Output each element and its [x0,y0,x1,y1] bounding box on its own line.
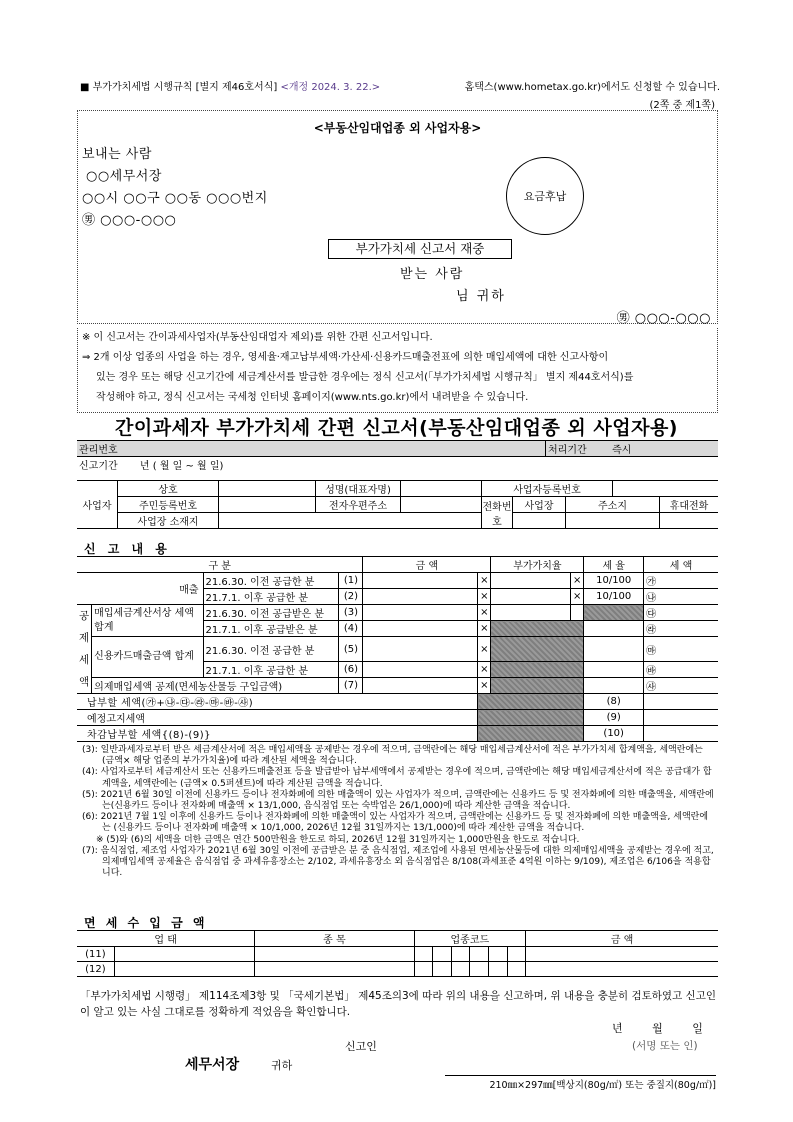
row-8-tax[interactable] [644,694,718,710]
mobile-phone-label: 휴대전화 [660,497,718,513]
email-field[interactable] [401,497,482,513]
exempt-row-11-code-4[interactable] [470,947,489,962]
row-8-shaded [478,694,584,710]
exempt-row-11-item[interactable] [255,947,414,962]
row-9-number: (9) [584,710,644,726]
row-10-shaded [478,726,584,742]
card-before-label: 21.6.30. 이전 공급한 분 [203,637,339,662]
exempt-income-table [77,930,718,977]
exempt-header-type: 업 태 [77,931,255,947]
exempt-row-11-code-5[interactable] [488,947,507,962]
exempt-row-11-amount[interactable] [526,947,718,962]
header-vat-rate: 부가가치율 [491,557,584,573]
net-payable-label: 차감납부할 세액{(8)-(9)} [77,726,478,742]
business-phone-field[interactable] [513,513,566,529]
row-6-mult: × [478,662,491,678]
admin-table [77,440,718,472]
applicant-label: 신고인 [345,1040,377,1053]
filing-period[interactable]: 신고기간 년 ( 월 일 ~ 월 일) [77,457,718,473]
business-label: 사업자 [77,481,118,529]
agri-deduction-label: 의제매입세액 공제(면세농산물등 구입금액) [92,678,339,694]
paper-spec: 210㎜×297㎜[백상지(80g/㎡) 또는 중질지(80g/㎡)] [445,1075,716,1091]
tax-office-honorific: 귀하 [271,1059,293,1072]
row-2-mult: × [478,589,491,605]
row-8-number: (8) [584,694,644,710]
header-amount: 금 액 [363,557,491,573]
page-number: (2쪽 중 제1쪽) [649,100,715,111]
exempt-row-12-code-5[interactable] [488,962,507,977]
exempt-row-12-code-1[interactable] [414,962,433,977]
sender-address: ○○시 ○○구 ○○동 ○○○번지 [82,191,268,206]
row-1-vat-rate[interactable] [491,573,570,589]
date-line[interactable]: 년 월 일 [612,1022,705,1035]
row-2-mult2: × [570,589,583,605]
row-2-number: (2) [339,589,363,605]
footnote-4: (4): 사업자로부터 세금계산서 또는 신용카드매출전표 등을 발급받아 납부세액에서 공제받는 경우에 적으며, 금액란에는 해당 매입세금계산서에 적은 공급대가 합계액을, 세액란에는 (금액× 0.5퍼센트)에 따라 계산된 금액을 적습니다. [82,767,712,789]
prenotice-label: 예정고지세액 [77,710,478,726]
tax-office-title: 세무서장 [185,1057,240,1073]
exempt-row-12-code-3[interactable] [451,962,470,977]
row-4-number: (4) [339,621,363,637]
postage-stamp: 요금후납 [506,157,584,235]
sales-label: 매출 [77,573,203,605]
row-5-mult: × [478,637,491,662]
receiver-postal: ㊚ ○○○-○○○ [616,311,711,326]
trade-name-field[interactable] [219,481,316,497]
processing-period: 처리기간 즉시 [546,441,719,457]
row-4-mult: × [478,621,491,637]
registration-number-field[interactable] [613,481,718,497]
row-3-vat-rate[interactable] [491,605,570,621]
exempt-header-item: 종 목 [255,931,414,947]
mailing-envelope [77,110,718,324]
representative-label: 성명(대표자명) [316,481,401,497]
row-5-shaded [491,637,584,662]
signature-note[interactable]: (서명 또는 인) [632,1040,698,1052]
management-number-label: 관리번호 [77,441,546,457]
row-10-number: (10) [584,726,644,742]
row-3-amount[interactable] [363,605,478,621]
row-4-amount[interactable] [363,621,478,637]
enclosed-label: 부가가치세 신고서 재중 [328,239,512,259]
row-7-tax[interactable]: ㉴ [644,678,718,694]
footnote-3: (3): 일반과세자로부터 받은 세금계산서에 적은 매입세액을 공제받는 경우에 적으며, 금액란에는 해당 매입세금계산서에 적은 부가가치세 합계액을, 세액란에는 (금액× 해당 업종의 부가가치율)에 따라 계산된 세액을 적습니다. [82,745,703,767]
exempt-header-amount: 금 액 [526,931,718,947]
row-5-number: (5) [339,637,363,662]
business-phone-label: 사업장 [513,497,566,513]
home-phone-label: 주소지 [566,497,660,513]
form-title: 간이과세자 부가가치세 간편 신고서(부동산임대업종 외 사업자용) [114,417,678,439]
footnote-limit: ※ (5)와 (6)의 세액을 더한 금액은 연간 500만원을 한도로 하되, 2026년 12월 31일까지는 1,000만원을 한도로 적습니다. [96,834,580,845]
report-section-title: 신 고 내 용 [84,542,171,556]
exempt-row-12-amount[interactable] [526,962,718,977]
sales-before-label: 21.6.30. 이전 공급한 분 [203,573,339,589]
exempt-row-12-code-2[interactable] [433,962,452,977]
row-10-tax[interactable] [644,726,718,742]
form-reference: ■ 부가가치세법 시행규칙 [별지 제46호서식] <개정 2024. 3. 22.> [80,82,381,93]
exempt-row-11-code-3[interactable] [451,947,470,962]
row-2-tax[interactable]: ㉯ [644,589,718,605]
note-formal-form-b: 있는 경우 또는 해당 신고기간에 세금계산서를 발급한 경우에는 정식 신고서(「부가가치세법 시행규칙」 별지 제44호서식)를 [96,372,634,383]
header-tax: 세 액 [644,557,718,573]
payable-label: 납부할 세액(㉮+㉯-㉰-㉱-㉲-㉳-㉴) [77,694,478,710]
row-9-shaded [478,710,584,726]
row-6-number: (6) [339,662,363,678]
row-3-mult: × [478,605,491,621]
exempt-header-code: 업종코드 [414,931,526,947]
row-2-amount[interactable] [363,589,478,605]
row-9-tax[interactable] [644,710,718,726]
declaration-text: 「부가가치세법 시행령」 제114조제3항 및 「국세기본법」 제45조의3에 따라 위의 내용을 신고하며, 위 내용을 충분히 검토하였고 신고인이 알고 있는 사실 그대로를 정확하게 적었음을 확인합니다. [80,990,716,1018]
mobile-phone-field[interactable] [660,513,718,529]
business-address-label: 사업장 소재지 [118,513,219,529]
exempt-row-12-number: (12) [77,962,114,977]
row-4-shaded [491,621,584,637]
envelope-title: <부동산임대업종 외 사업자용> [313,121,482,135]
row-3-shaded [584,605,644,621]
revision-date: <개정 2024. 3. 22.> [280,82,381,93]
row-2-vat-rate[interactable] [491,589,570,605]
row-1-number: (1) [339,573,363,589]
row-7-shaded [491,678,584,694]
footnote-5: (5): 2021년 6월 30일 이전에 신용카드 등이나 전자화폐에 의한 매출액이 있는 사업자가 적으며, 금액란에는 신용카드 등 및 전자화폐에 의한 매출액을, 세액란에는(신용카드 등이나 전자화폐 매출액 × 13/1,000, 음식점업 또는 숙박업은 26/1,000)에 따라 계산한 금액을 적습니다. [82,789,714,812]
row-1-amount[interactable] [363,573,478,589]
representative-field[interactable] [401,481,482,497]
exempt-row-11-type[interactable] [114,947,255,962]
footnote-7: (7): 음식점업, 제조업 사업자가 2021년 6월 30일 이전에 공급받은 분 중 음식점업, 제조업에 사용된 면세농산물등에 대한 의제매입세액을 공제받는 경우에 적고, 의제매입세액 공제율은 음식점업 중 과세유흥장소는 2/102, 과세유흥장소 외 음식점업은 8/108(과세표준 4억원 이하는 9/109), 제조업은 6/106을 적용합니다. [82,845,714,879]
exempt-row-11-code-2[interactable] [433,947,452,962]
invoice-label: 매입세금계산서상 세액 합계 [92,605,203,637]
row-7-mult: × [478,678,491,694]
row-6-amount[interactable] [363,662,478,678]
sales-after-label: 21.7.1. 이후 공급한 분 [203,589,339,605]
sender-postal: ㊚ ○○○-○○○ [82,213,177,228]
row-5-amount[interactable] [363,637,478,662]
row-3-number: (3) [339,605,363,621]
exempt-row-12-type[interactable] [114,962,255,977]
resident-number-field[interactable] [219,497,316,513]
online-note: 홈택스(www.hometax.go.kr)에서도 신청할 수 있습니다. [464,82,720,93]
receiver-honorific: 님 귀하 [456,289,506,304]
note-formal-form-c: 작성해야 하고, 정식 신고서는 국세청 인터넷 홈페이지(www.nts.go.kr)에서 내려받을 수 있습니다. [96,392,529,403]
exempt-row-11-number: (11) [77,947,114,962]
invoice-after-label: 21.7.1. 이후 공급받은 분 [203,621,339,637]
report-footnotes [82,745,716,879]
row-1-tax-rate: 10/100 [584,573,644,589]
filing-notes [77,328,718,413]
exempt-row-12-code-4[interactable] [470,962,489,977]
sender-label: 보내는 사람 [82,147,152,162]
footnote-6: (6): 2021년 7월 1일 이후에 신용카드 등이나 전자화폐에 의한 매출액이 있는 사업자가 적으며, 금액란에는 신용카드 등 및 전자화폐에 의한 매출액을, 세액란에는 (신용카드 등이나 전자화폐 매출액 × 10/1,000, 2026년 12월 31일까지는 13/1,000)에 따라 계산한 금액을 적습니다. [82,812,709,834]
exempt-row-12-code-6[interactable] [507,962,526,977]
header-classification: 구 분 [77,557,363,573]
exempt-row-12-item[interactable] [255,962,414,977]
row-7-number: (7) [339,678,363,694]
exempt-section-title: 면 세 수 입 금 액 [84,916,208,930]
note-formal-form-a: ⇒ 2개 이상 업종의 사업을 하는 경우, 영세율·재고납부세액·가산세·신용카드매출전표에 의한 매입세액에 대한 신고사항이 [82,352,609,363]
row-1-mult: × [478,573,491,589]
row-4-tax[interactable]: ㉱ [644,621,718,637]
row-7-amount[interactable] [363,678,478,694]
card-label: 신용카드매출금액 합계 [92,637,203,678]
business-info-table [77,480,718,529]
invoice-before-label: 21.6.30. 이전 공급받은 분 [203,605,339,621]
exempt-row-11-code-6[interactable] [507,947,526,962]
note-simple-form: ※ 이 신고서는 간이과세사업자(부동산임대업자 제외)를 위한 간편 신고서입니다. [82,332,433,343]
row-2-tax-rate: 10/100 [584,589,644,605]
card-after-label: 21.7.1. 이후 공급한 분 [203,662,339,678]
row-1-tax[interactable]: ㉮ [644,573,718,589]
report-table [77,556,718,742]
resident-number-label: 주민등록번호 [118,497,219,513]
business-address-field[interactable] [219,513,482,529]
sender-office: ○○세무서장 [86,169,162,184]
row-6-shaded [491,662,584,678]
trade-name-label: 상호 [118,481,219,497]
row-3-tax[interactable]: ㉰ [644,605,718,621]
row-6-tax[interactable]: ㉳ [644,662,718,678]
receiver-label: 받는 사람 [400,267,465,282]
phone-label: 전화번호 [482,497,513,529]
row-1-mult2: × [570,573,583,589]
email-label: 전자우편주소 [316,497,401,513]
home-phone-field[interactable] [566,513,660,529]
exempt-row-11-code-1[interactable] [414,947,433,962]
row-5-tax[interactable]: ㉲ [644,637,718,662]
header-tax-rate: 세 율 [584,557,644,573]
deduction-label: 공제세액 [77,605,92,694]
registration-number-label: 사업자등록번호 [482,481,613,497]
